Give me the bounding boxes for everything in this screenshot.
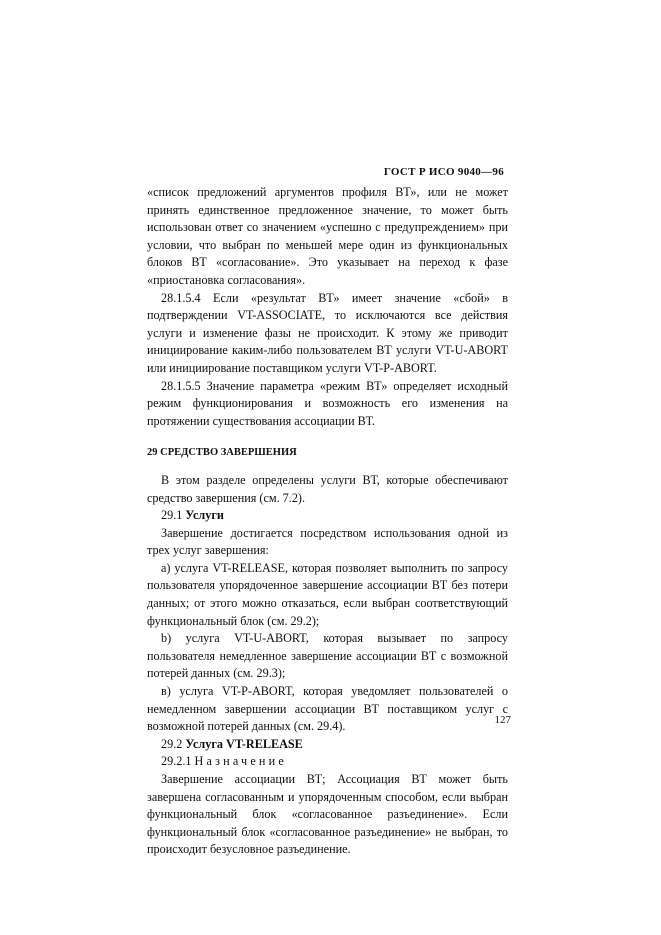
subsection-29-2-heading (147, 736, 508, 754)
subsection-29-2-1-title: Назначение (194, 754, 287, 769)
list-item-b: b) услуга VT-U-ABORT, которая вызывает по запросу пользователя немедленное завершение ассоциации ВТ с возможной потерей данных (см. 29.3); (147, 631, 508, 681)
body-text (147, 184, 508, 859)
subsection-29-2-title: Услуга VT-RELEASE (185, 736, 303, 751)
list-item-a: а) услуга VT-RELEASE, которая позволяет выполнить по запросу пользователя упорядоченное завершение ассоциации ВТ без потери данных; от этого можно отказаться, если выбран соответствующий функциональный блок (см. 29.2); (147, 560, 508, 628)
paragraph-28-1-5-4: 28.1.5.4 Если «результат ВТ» имеет значение «сбой» в подтверждении VT-ASSOCIATE, то исключаются все действия услуги и изменение фазы не происходит. К этому же приводит инициирование каким-либо пользователем ВТ услуги VT-U-ABORT или инициирование поставщиком услуги VT-P-ABORT. (147, 290, 508, 375)
subsection-29-1-intro: Завершение достигается посредством использования одной из трех услуг завершения: (147, 525, 508, 558)
paragraph-continuation: «список предложений аргументов профиля ВТ», или не может принять единственное предложенное значение, то может быть использован ответ со значением «успешно с предупреждением» при условии, что выбран по меньшей мере один из функциональных блоков ВТ «согласование». Это указывает на переход к фазе «приостановка согласования». (147, 185, 508, 287)
subsection-29-2-number: 29.2 (161, 736, 183, 751)
standard-header: ГОСТ Р ИСО 9040—96 (383, 166, 504, 178)
subsection-29-1-title: Услуги (185, 508, 224, 523)
subsection-29-2-1-number: 29.2.1 (161, 754, 192, 769)
subsection-29-1-number: 29.1 (161, 508, 183, 523)
paragraph-28-1-5-5: 28.1.5.5 Значение параметра «режим ВТ» определяет исходный режим функционирования и возможность его изменения на протяжении существования ассоциации ВТ. (147, 378, 508, 428)
section-29-heading: 29 СРЕДСТВО ЗАВЕРШЕНИЯ (147, 447, 297, 459)
subsection-29-2-1-text: Завершение ассоциации ВТ; Ассоциация ВТ может быть завершена согласованным и упорядоченным способом, если выбран функциональный блок «согласованное разъединение». Если функциональный блок «согласованное разъединение» не выбран, то происходит безусловное разъединение. (147, 772, 508, 857)
subsection-29-1-heading (147, 507, 508, 525)
list-item-c: в) услуга VT-P-ABORT, которая уведомляет пользователей о немедленном завершении ассоциации ВТ поставщиком услуг с возможной потерей данных (см. 29.4). (147, 684, 508, 734)
page-number: 127 (494, 714, 511, 726)
section-29-intro: В этом разделе определены услуги ВТ, которые обеспечивают средство завершения (см. 7.2). (147, 472, 508, 505)
subsection-29-2-1-heading (147, 753, 508, 771)
